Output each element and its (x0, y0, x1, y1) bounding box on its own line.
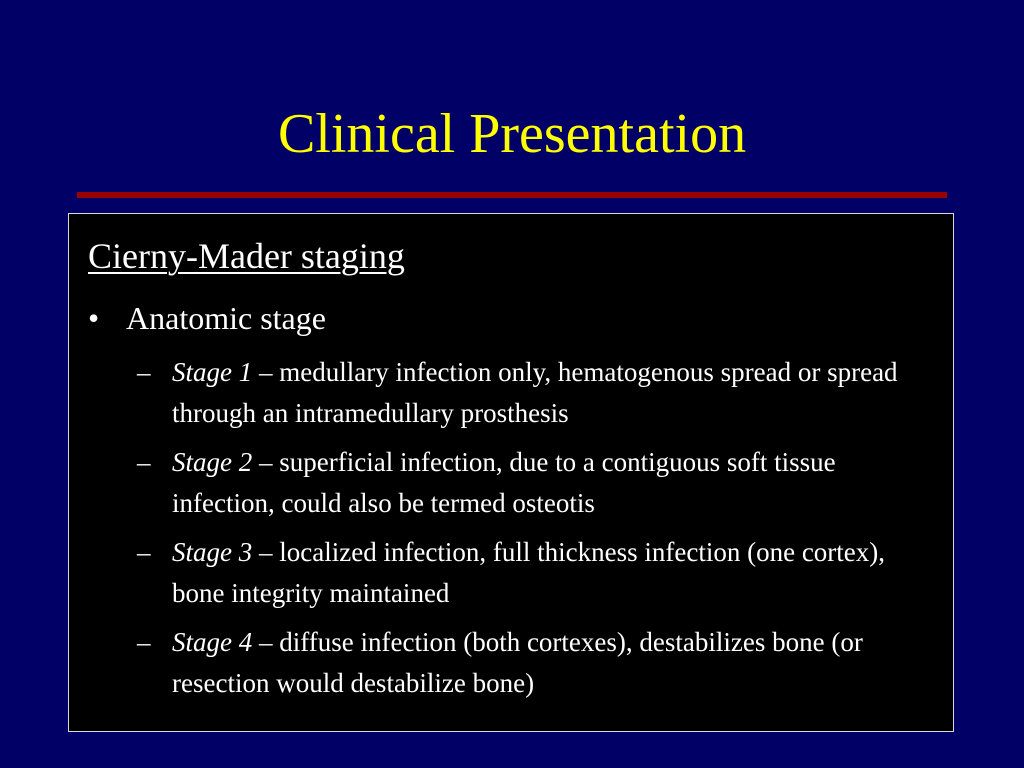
stage-description: superficial infection, due to a contiguous soft tissue infection, could also be termed osteotis (172, 447, 836, 518)
stage-description: diffuse infection (both cortexes), destabilizes bone (or resection would destabilize bone) (172, 627, 863, 698)
stage-item-1 (137, 352, 937, 434)
stage-separator: – (252, 357, 280, 387)
dash-icon: – (137, 357, 151, 387)
stage-name: Stage 2 (172, 447, 253, 477)
bullet-item (88, 298, 326, 338)
stage-description: localized infection, full thickness infection (one cortex), bone integrity maintained (172, 537, 886, 608)
stage-item-3 (137, 532, 937, 614)
dash-icon: – (137, 447, 151, 477)
stage-name: Stage 3 (172, 537, 253, 567)
dash-icon: – (137, 537, 151, 567)
stage-item-4 (137, 622, 937, 704)
title-divider (77, 192, 947, 198)
stage-item-2 (137, 442, 937, 524)
stage-separator: – (252, 537, 280, 567)
bullet-text: Anatomic stage (126, 300, 326, 336)
content-box (68, 213, 954, 732)
stage-separator: – (252, 447, 280, 477)
stage-description: medullary infection only, hematogenous spread or spread through an intramedullary prosthesis (172, 357, 898, 428)
bullet-icon: • (88, 300, 100, 336)
stage-name: Stage 4 (172, 627, 253, 657)
section-heading: Cierny-Mader staging (88, 236, 405, 276)
dash-icon: – (137, 627, 151, 657)
stage-list (137, 352, 937, 712)
stage-separator: – (252, 627, 280, 657)
slide-title: Clinical Presentation (277, 103, 747, 165)
stage-name: Stage 1 (172, 357, 253, 387)
